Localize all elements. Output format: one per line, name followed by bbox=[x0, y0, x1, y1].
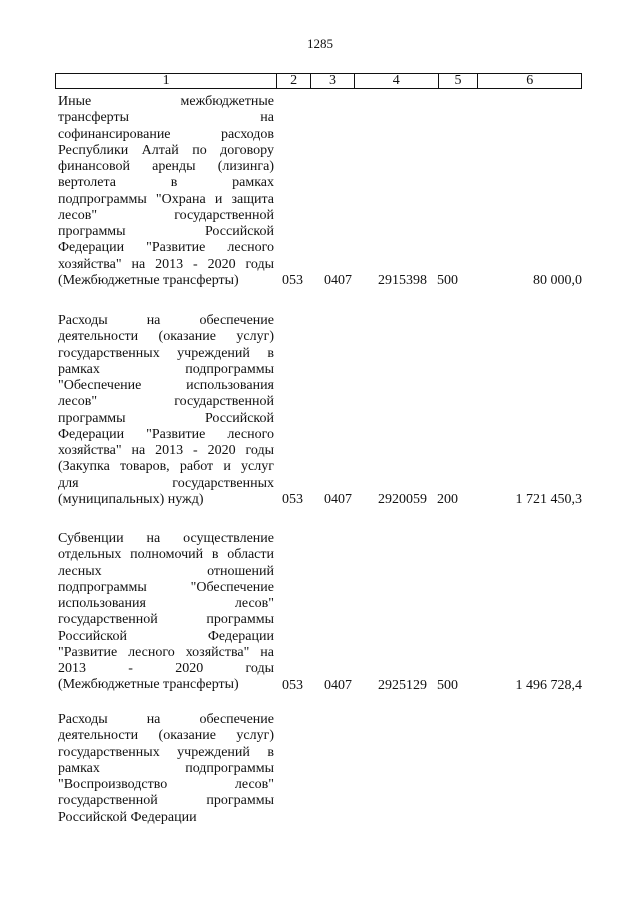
description-line: государственных учреждений в bbox=[58, 744, 274, 760]
description-line: "Развитие лесного хозяйства" на bbox=[58, 644, 274, 660]
table-row bbox=[58, 531, 582, 694]
column-header-3: 3 bbox=[311, 74, 355, 88]
row-description bbox=[58, 712, 274, 826]
description-line: Федерации "Развитие лесного bbox=[58, 426, 274, 442]
description-line: хозяйства" на 2013 - 2020 годы bbox=[58, 256, 274, 272]
description-line: "Воспроизводство лесов" bbox=[58, 777, 274, 792]
description-line: деятельности (оказание услуг) bbox=[58, 329, 274, 345]
description-line: трансферты на bbox=[58, 110, 274, 126]
description-line: 2013 - 2020 годы bbox=[58, 661, 274, 676]
column-header-6: 6 bbox=[526, 73, 534, 88]
target-item-code: 2925129 bbox=[378, 677, 427, 693]
table-row bbox=[58, 94, 582, 289]
row-description bbox=[58, 94, 274, 289]
row-values bbox=[58, 273, 582, 289]
description-line: подпрограммы "Охрана и защита bbox=[58, 191, 274, 207]
target-item-code: 2915398 bbox=[378, 273, 427, 288]
description-line: отдельных полномочий в области bbox=[58, 547, 274, 563]
description-line: Иные межбюджетные bbox=[58, 94, 274, 109]
amount-value: 80 000,0 bbox=[533, 273, 582, 288]
description-line: (муниципальных) нужд) bbox=[58, 491, 204, 507]
row-values bbox=[58, 678, 582, 694]
row-values bbox=[58, 810, 582, 826]
description-line: Субвенции на осуществление bbox=[58, 531, 274, 546]
description-line: использования лесов" bbox=[58, 596, 274, 611]
description-line: деятельности (оказание услуг) bbox=[58, 728, 274, 744]
expense-type-code: 500 bbox=[437, 677, 458, 693]
expense-type-code: 200 bbox=[437, 492, 458, 507]
row-description bbox=[58, 313, 274, 508]
description-line: "Обеспечение использования bbox=[58, 378, 274, 393]
description-line: (Закупка товаров, работ и услуг bbox=[58, 459, 274, 475]
table-header-row bbox=[55, 73, 582, 89]
page-number: 1285 bbox=[307, 36, 333, 51]
description-line: рамках подпрограммы bbox=[58, 760, 274, 776]
ministry-code: 053 bbox=[282, 492, 303, 507]
section-code: 0407 bbox=[324, 492, 352, 507]
description-line: государственной программы bbox=[58, 793, 274, 809]
description-line: лесов" государственной bbox=[58, 207, 274, 223]
description-line: (Межбюджетные трансферты) bbox=[58, 677, 239, 693]
ministry-code: 053 bbox=[282, 273, 303, 288]
row-values bbox=[58, 492, 582, 508]
description-line: Республики Алтай по договору bbox=[58, 142, 274, 158]
description-line: для государственных bbox=[58, 475, 274, 491]
description-line: Федерации "Развитие лесного bbox=[58, 240, 274, 256]
section-code: 0407 bbox=[324, 273, 352, 288]
description-line: государственной программы bbox=[58, 612, 274, 628]
table-row bbox=[58, 712, 582, 826]
column-header-2: 2 bbox=[277, 74, 311, 88]
description-line: Расходы на обеспечение bbox=[58, 712, 274, 727]
description-line: вертолета в рамках bbox=[58, 175, 274, 191]
expense-type-code: 500 bbox=[437, 273, 458, 288]
amount-value: 1 496 728,4 bbox=[515, 677, 582, 693]
description-line: государственных учреждений в bbox=[58, 345, 274, 361]
description-line: финансовой аренды (лизинга) bbox=[58, 159, 274, 174]
description-line: хозяйства" на 2013 - 2020 годы bbox=[58, 443, 274, 458]
column-header-1: 1 bbox=[56, 74, 277, 88]
description-line: Российской Федерации bbox=[58, 628, 274, 644]
target-item-code: 2920059 bbox=[378, 492, 427, 507]
table-row bbox=[58, 313, 582, 508]
description-line: лесных отношений bbox=[58, 563, 274, 579]
ministry-code: 053 bbox=[282, 677, 303, 693]
section-code: 0407 bbox=[324, 677, 352, 693]
description-line: софинансирование расходов bbox=[58, 126, 274, 142]
column-header-5: 5 bbox=[439, 74, 479, 88]
description-line: программы Российской bbox=[58, 224, 274, 239]
description-line: Расходы на обеспечение bbox=[58, 313, 274, 328]
row-description bbox=[58, 531, 274, 694]
description-line: лесов" государственной bbox=[58, 394, 274, 410]
description-line: рамках подпрограммы bbox=[58, 361, 274, 377]
description-line: (Межбюджетные трансферты) bbox=[58, 272, 239, 288]
description-line: Российской Федерации bbox=[58, 809, 197, 825]
amount-value: 1 721 450,3 bbox=[515, 492, 582, 507]
column-header-4: 4 bbox=[355, 74, 439, 88]
description-line: программы Российской bbox=[58, 410, 274, 426]
description-line: подпрограммы "Обеспечение bbox=[58, 579, 274, 595]
